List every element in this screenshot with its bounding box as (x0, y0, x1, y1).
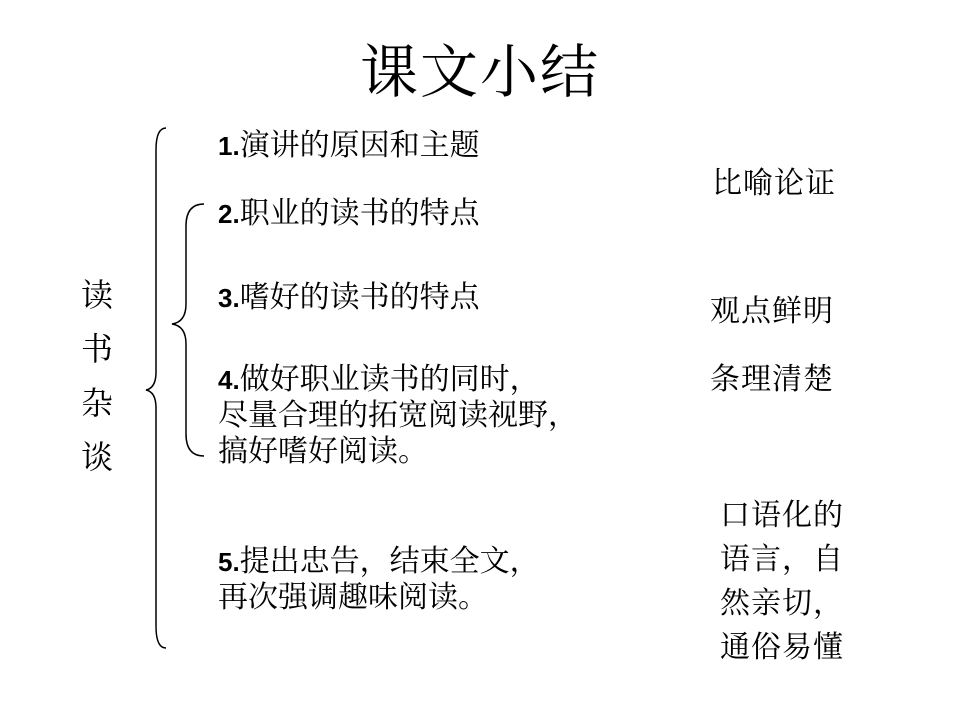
point-3 (218, 280, 480, 316)
point-5-text-line-1: 提出忠告，结束全文， (239, 544, 540, 579)
point-1 (218, 128, 480, 164)
point-5-number: 5. (218, 547, 240, 577)
note-language-line-3: 然亲切， (720, 586, 844, 621)
point-5-text-line-2: 再次强调趣味阅读。 (218, 580, 488, 615)
inner-brace (172, 204, 204, 456)
note-language-line-1: 口语化的 (720, 498, 844, 533)
point-3-number: 3. (218, 283, 240, 313)
point-4 (218, 362, 578, 470)
outer-brace (146, 128, 166, 648)
note-language (720, 494, 844, 670)
point-4-text-line-3: 搞好嗜好阅读。 (218, 434, 428, 469)
note-clear-view: 观点鲜明 (710, 294, 834, 329)
point-3-text: 嗜好的读书的特点 (239, 280, 480, 315)
note-language-line-2: 语言，自 (720, 542, 844, 577)
point-2-text: 职业的读书的特点 (239, 196, 480, 231)
slide-title: 课文小结 (359, 38, 600, 106)
point-5 (218, 544, 540, 616)
note-language-line-4: 通俗易懂 (720, 630, 844, 665)
point-4-number: 4. (218, 365, 240, 395)
point-2 (218, 196, 480, 232)
note-orderly: 条理清楚 (710, 362, 834, 397)
point-1-number: 1. (218, 131, 240, 161)
point-4-text-line-1: 做好职业读书的同时， (239, 362, 540, 397)
point-1-text: 演讲的原因和主题 (239, 128, 480, 163)
point-2-number: 2. (218, 199, 240, 229)
note-analogy: 比喻论证 (712, 166, 836, 201)
point-4-text-line-2: 尽量合理的拓宽阅读视野， (218, 398, 578, 433)
topic-vertical-label: 读书杂谈 (76, 278, 114, 494)
